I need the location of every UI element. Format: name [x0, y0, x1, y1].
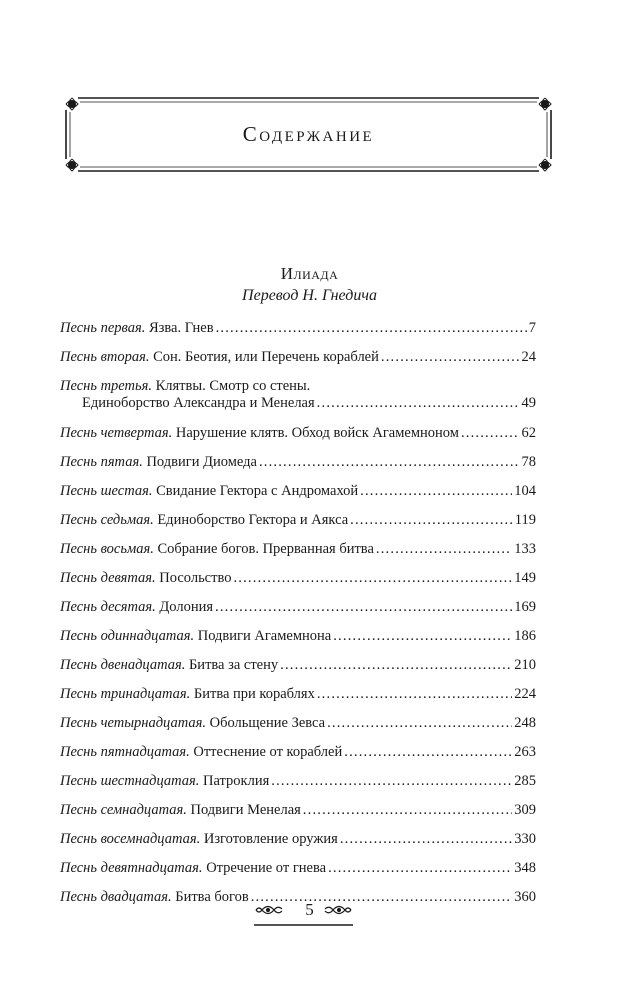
toc-entry-page: 224	[514, 686, 536, 702]
toc-entry-page: 309	[514, 802, 536, 818]
leader-dots	[360, 483, 512, 500]
toc-entry-title: Изготовление оружия	[200, 831, 338, 847]
toc-entry-label: Песнь двадцатая.	[60, 889, 172, 905]
page-folio	[0, 898, 619, 932]
toc-entry-page: 49	[521, 395, 536, 411]
toc-entry-label: Песнь пятая.	[60, 454, 143, 470]
toc-entry[interactable]	[60, 744, 536, 761]
toc-entry-page: 348	[514, 860, 536, 876]
leader-dots	[333, 628, 512, 645]
toc-entry-title: Патроклия	[199, 773, 270, 789]
toc-entry-title: Отречение от гнева	[202, 860, 327, 876]
toc-entry-label: Песнь пятнадцатая.	[60, 744, 190, 760]
leader-dots	[271, 773, 512, 790]
toc-entry[interactable]	[60, 628, 536, 645]
toc-entry-page: 78	[521, 454, 536, 470]
toc-entry-page: 263	[514, 744, 536, 760]
toc-entry-page: 285	[514, 773, 536, 789]
work-title: Илиада	[280, 264, 339, 283]
toc-entry-label: Песнь первая.	[60, 320, 146, 336]
toc-entry-title: Сон. Беотия, или Перечень кораблей	[149, 349, 379, 365]
toc-entry[interactable]	[60, 657, 536, 674]
toc-entry-page: 133	[514, 541, 536, 557]
page-number: 5	[305, 900, 314, 919]
leader-dots	[280, 657, 512, 674]
leader-dots	[350, 512, 513, 529]
toc-entry[interactable]	[60, 570, 536, 587]
toc-entry-label: Песнь одиннадцатая.	[60, 628, 195, 644]
leader-dots	[461, 425, 520, 442]
toc-entry[interactable]	[60, 686, 536, 703]
toc-entry-label: Песнь вторая.	[60, 349, 150, 365]
toc-entry[interactable]	[60, 512, 536, 529]
toc-entry-title: Посольство	[155, 570, 232, 586]
toc-entry[interactable]	[60, 454, 536, 471]
toc-entry-label: Песнь тринадцатая.	[60, 686, 191, 702]
toc-entry[interactable]	[60, 715, 536, 732]
toc-entry-page: 330	[514, 831, 536, 847]
leader-dots	[376, 541, 512, 558]
leader-dots	[317, 395, 520, 412]
toc-entry-title: Битва богов	[171, 889, 249, 905]
leader-dots	[381, 349, 520, 366]
toc-entry-page: 62	[521, 425, 536, 441]
toc-entry-title: Обольщение Зевса	[206, 715, 326, 731]
leader-dots	[327, 715, 512, 732]
toc-entry-page: 210	[514, 657, 536, 673]
toc-entry-page: 104	[514, 483, 536, 499]
leader-dots	[344, 744, 512, 761]
leader-dots	[259, 454, 520, 471]
toc-entry-label: Песнь седьмая.	[60, 512, 154, 528]
leader-dots	[340, 831, 512, 848]
toc-entry[interactable]	[60, 483, 536, 500]
toc-entry[interactable]	[60, 378, 536, 412]
toc-entry-label: Песнь двенадцатая.	[60, 657, 186, 673]
toc-entry-continuation: Единоборство Александра и Менелая	[82, 395, 315, 411]
leader-dots	[328, 860, 512, 877]
work-subtitle: Перевод Н. Гнедича	[242, 287, 377, 304]
toc-entry[interactable]	[60, 599, 536, 616]
toc-entry-page: 248	[514, 715, 536, 731]
toc-entry[interactable]	[60, 320, 536, 337]
leader-dots	[303, 802, 512, 819]
toc-entry-title: Единоборство Гектора и Аякса	[153, 512, 349, 528]
toc-entry-page: 7	[528, 320, 536, 336]
toc-entry[interactable]	[60, 860, 536, 877]
toc-entry-label: Песнь шестнадцатая.	[60, 773, 200, 789]
toc-entry-label: Песнь восьмая.	[60, 541, 154, 557]
toc-entry-label: Песнь третья.	[60, 378, 152, 394]
toc-entry-page: 149	[514, 570, 536, 586]
toc-entry-label: Песнь четвертая.	[60, 425, 173, 441]
toc-entry[interactable]	[60, 802, 536, 819]
toc-entry-title: Битва при кораблях	[190, 686, 315, 702]
toc-entry[interactable]	[60, 541, 536, 558]
toc-entry[interactable]	[60, 773, 536, 790]
toc-entry-page: 360	[514, 889, 536, 905]
toc-entry-title: Клятвы. Смотр со стены.	[151, 378, 311, 394]
toc-entry[interactable]	[60, 831, 536, 848]
toc-entry-label: Песнь восемнадцатая.	[60, 831, 201, 847]
toc-entry-title: Подвиги Диомеда	[142, 454, 257, 470]
toc-entry-title: Язва. Гнев	[145, 320, 214, 336]
toc-entry-title: Нарушение клятв. Обход войск Агамемноном	[172, 425, 459, 441]
toc-entry-label: Песнь шестая.	[60, 483, 153, 499]
leader-dots	[233, 570, 512, 587]
toc-entry-label: Песнь девятая.	[60, 570, 156, 586]
leader-dots	[317, 686, 512, 703]
toc-entry-page: 186	[514, 628, 536, 644]
toc-entry-label: Песнь семнадцатая.	[60, 802, 187, 818]
toc-entry-title: Подвиги Агамемнона	[194, 628, 332, 644]
toc-entry-page: 169	[514, 599, 536, 615]
toc-entry-page: 119	[514, 512, 536, 528]
leader-dots	[216, 320, 527, 337]
page-title: Содержание	[242, 122, 375, 146]
toc-entry-title: Оттеснение от кораблей	[189, 744, 343, 760]
toc-entry-title: Свидание Гектора с Андромахой	[152, 483, 359, 499]
toc-entry-page: 24	[521, 349, 536, 365]
toc-entry-label: Песнь четырнадцатая.	[60, 715, 206, 731]
toc-entry-title: Подвиги Менелая	[186, 802, 301, 818]
leader-dots	[215, 599, 512, 616]
toc-entry-label: Песнь десятая.	[60, 599, 156, 615]
toc-entry-title: Битва за стену	[185, 657, 279, 673]
toc-entry-label: Песнь девятнадцатая.	[60, 860, 203, 876]
toc-entry[interactable]	[60, 349, 536, 366]
toc-entry-title: Долония	[155, 599, 214, 615]
toc-entry[interactable]	[60, 425, 536, 442]
title-frame	[64, 96, 553, 173]
toc-entry-title: Собрание богов. Прерванная битва	[153, 541, 374, 557]
